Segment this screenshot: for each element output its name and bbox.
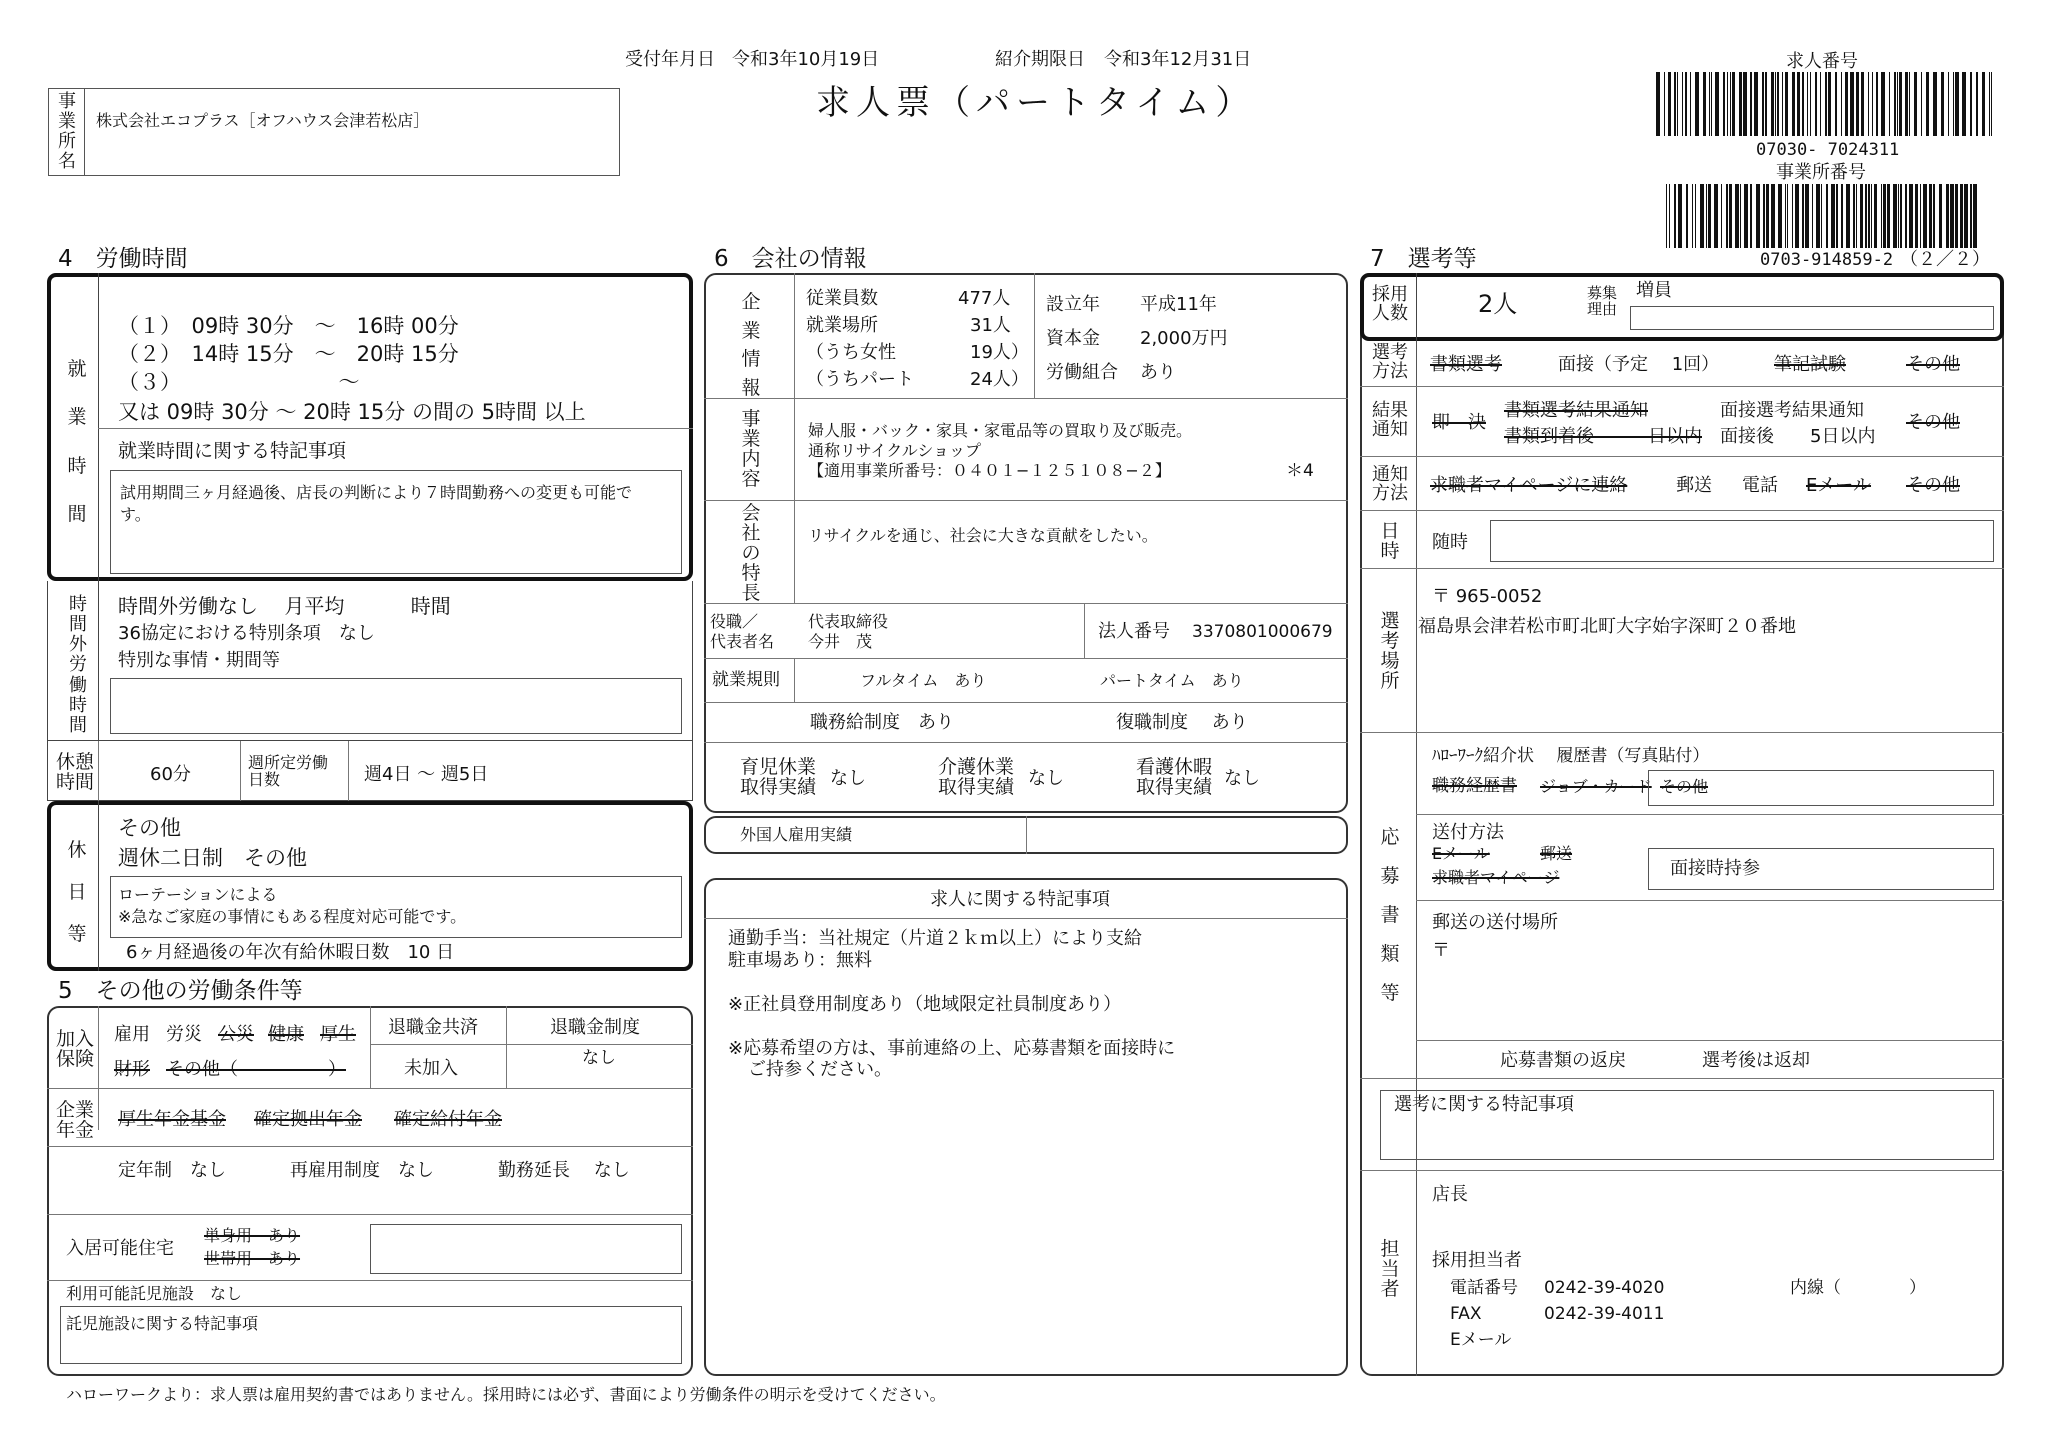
barcode-bar [1881, 184, 1882, 248]
barcode-bar [1853, 184, 1855, 248]
barcode-bar [1915, 184, 1918, 248]
housing-family: 世帯用 あり [204, 1249, 301, 1268]
employees: 477人 [958, 288, 1011, 309]
overtime-line2: 36協定における特別条項 なし [118, 623, 375, 644]
barcode-bar [1782, 72, 1783, 136]
sick-leave: なし [1224, 768, 1260, 789]
office-number-barcode [1666, 184, 1982, 248]
women-count: 19人） [970, 342, 1029, 363]
barcode-bar [1735, 184, 1739, 248]
barcode-bar [1828, 72, 1831, 136]
notice-mail: 郵送 [1676, 475, 1712, 496]
notice-phone: 電話 [1742, 475, 1778, 496]
barcode-bar [1929, 184, 1932, 248]
date-label: 日 時 [1380, 520, 1400, 562]
barcode-bar [1732, 72, 1735, 136]
barcode-bar [1900, 184, 1902, 248]
barcode-bar [1743, 72, 1747, 136]
barcode-bar [1771, 184, 1775, 248]
return-value: 選考後は返却 [1702, 1050, 1810, 1071]
housing-note-box [370, 1224, 682, 1274]
section-5-title: 5 その他の労働条件等 [58, 978, 303, 1004]
barcode-bar [1923, 184, 1927, 248]
method-other: その他 [1906, 354, 1960, 375]
barcode-bar [1905, 72, 1908, 136]
barcode-bar [1750, 72, 1752, 136]
barcode-bar [1850, 72, 1854, 136]
barcode-bar [1666, 184, 1667, 248]
barcode-bar [1729, 184, 1732, 248]
job-number-barcode [1656, 72, 1996, 136]
childcare-leave: なし [830, 768, 866, 789]
women-label: （うち女性 [806, 342, 896, 363]
notice-other-method: その他 [1906, 475, 1960, 496]
selection-date: 随時 [1432, 532, 1468, 553]
period-date: 令和3年12月31日 [1104, 49, 1252, 70]
barcode-bar [1714, 184, 1718, 248]
barcode-bar [1682, 72, 1683, 136]
barcode-bar [1668, 72, 1671, 136]
selection-note-title: 選考に関する特記事項 [1394, 1094, 1574, 1115]
barcode-bar [1887, 184, 1890, 248]
barcode-bar [1933, 72, 1937, 136]
barcode-bar [1973, 184, 1977, 248]
documents-required: ﾊﾛｰﾜｰｸ紹介状 履歴書（写真貼付） [1432, 746, 1710, 766]
barcode-bar [1685, 72, 1687, 136]
holiday-note-1: ローテーションによる [118, 885, 278, 904]
ins-employment: 雇用 [114, 1024, 150, 1045]
childcare-leave-label: 育児休業 取得実績 [739, 756, 816, 798]
work-hours-note: 試用期間三ヶ月経過後、店長の判断により７時間勤務への変更も可能です。 [120, 483, 633, 525]
barcode-bar [1836, 184, 1838, 248]
nursing-leave-label: 介護休業 取得実績 [937, 756, 1014, 798]
overtime-label: 時 間 外 労 働 時 間 [69, 594, 87, 736]
barcode-bar [1807, 72, 1808, 136]
barcode-bar [1744, 184, 1748, 248]
barcode-bar [1982, 72, 1985, 136]
barcode-bar [1861, 72, 1864, 136]
notice-interview-2: 面接後 5日以内 [1720, 426, 1876, 447]
barcode-bar [1756, 184, 1760, 248]
barcode-bar [1893, 184, 1897, 248]
barcode-bar [1706, 184, 1707, 248]
union: あり [1140, 362, 1176, 383]
special-note-2: 駐車場あり：無料 [728, 950, 872, 971]
barcode-bar [1669, 184, 1670, 248]
place-label: 選 考 場 所 [1380, 610, 1400, 692]
special-note-1: 通勤手当：当社規定（片道２ｋｍ以上）により支給 [728, 928, 1142, 949]
weekdays-value: 週4日 〜 週5日 [364, 764, 489, 785]
barcode-bar [1872, 72, 1873, 136]
corp-info-label: 企 業 情 報 [741, 291, 761, 399]
job-pay-system: 職務給制度 あり [810, 712, 954, 733]
barcode-bar [1868, 184, 1870, 248]
holiday-note-2: ※急なご家庭の事情にもある程度対応可能です。 [118, 907, 467, 926]
fax-label: FAX [1450, 1304, 1482, 1324]
office-number: 0703-914859-2 [1760, 250, 1894, 270]
recruit-reason-label: 募集 理由 [1586, 284, 1617, 318]
ins-health: 健康 [268, 1024, 304, 1045]
overtime-note-box [110, 678, 682, 734]
barcode-bar [1739, 72, 1742, 136]
barcode-bar [1953, 72, 1954, 136]
barcode-bar [1785, 72, 1788, 136]
union-label: 労働組合 [1046, 362, 1118, 383]
holiday-type: その他 [118, 816, 181, 840]
barcode-bar [1692, 184, 1693, 248]
company-feature: リサイクルを通じ、社会に大きな貢献をしたい。 [808, 526, 1158, 545]
work-hours-note-title: 就業時間に関する特記事項 [118, 440, 347, 462]
barcode-bar [1914, 72, 1917, 136]
notice-interview-1: 面接選考結果通知 [1720, 400, 1864, 421]
retire-mutual-value: 未加入 [404, 1058, 458, 1079]
office-name-box [48, 88, 620, 176]
barcode-bar [1926, 72, 1929, 136]
pension-label: 企業 年金 [55, 1099, 94, 1141]
barcode-bar [1960, 184, 1963, 248]
contact-manager: 店長 [1432, 1184, 1468, 1205]
barcode-bar [1792, 184, 1793, 248]
barcode-bar [1970, 184, 1972, 248]
hire-count-label: 採用 人数 [1372, 284, 1408, 324]
business-3: 【適用事業所番号：０４０１−１２５１０８−２】 [808, 461, 1171, 480]
part-count: 24人） [970, 369, 1029, 390]
place-address: 福島県会津若松市町北町大字始字深町２０番地 [1418, 616, 1796, 637]
barcode-bar [1883, 184, 1886, 248]
housing-single: 単身用 あり [204, 1226, 301, 1245]
method-document: 書類選考 [1430, 354, 1502, 375]
barcode-bar [1939, 184, 1942, 248]
overtime-line1: 時間外労働なし 月平均 時間 [118, 594, 451, 618]
retire-mutual-label: 退職金共済 [388, 1017, 478, 1038]
paid-leave: 6ヶ月経過後の年次有給休暇日数 10 日 [126, 942, 455, 963]
tel-label: 電話番号 [1450, 1278, 1518, 1298]
barcode-bar [1909, 72, 1910, 136]
send-bring: 面接時持参 [1670, 858, 1760, 879]
barcode-bar [1841, 72, 1842, 136]
contact-label: 担 当 者 [1380, 1238, 1400, 1300]
fax-number: 0242-39-4011 [1544, 1304, 1665, 1324]
barcode-bar [1765, 72, 1767, 136]
method-interview: 面接（予定 1回） [1558, 354, 1720, 375]
shift-3: （３） 〜 [118, 370, 360, 394]
method-label: 選考 方法 [1372, 342, 1408, 382]
barcode-bar [1989, 72, 1990, 136]
retirement-age: 定年制 なし [118, 1160, 226, 1181]
flex-hours: 又は 09時 30分 〜 20時 15分 の間の 5時間 以上 [118, 400, 586, 424]
barcode-bar [1686, 184, 1688, 248]
barcode-bar [1841, 184, 1843, 248]
office-name: 株式会社エコプラス［オフハウス会津若松店］ [96, 111, 430, 130]
employees-label: 従業員数 [806, 288, 878, 309]
barcode-bar [1898, 184, 1899, 248]
period-label: 紹介期限日 [995, 49, 1085, 70]
barcode-bar [1894, 72, 1896, 136]
contact-person-label: 採用担当者 [1432, 1250, 1522, 1271]
barcode-bar [1785, 184, 1786, 248]
email-label: Eメール [1450, 1330, 1512, 1350]
section-7-title: 7 選考等 [1370, 246, 1477, 272]
barcode-bar [1831, 184, 1835, 248]
childcare-note-title: 託児施設に関する特記事項 [66, 1314, 259, 1333]
barcode-bar [1795, 184, 1799, 248]
barcode-bar [1820, 72, 1821, 136]
documents-label: 応 募 書 類 等 [1380, 826, 1400, 1004]
capital-label: 資本金 [1046, 328, 1100, 349]
foreign-employment-label: 外国人雇用実績 [740, 825, 853, 844]
special-notes-title: 求人に関する特記事項 [930, 889, 1110, 910]
overtime-line3: 特別な事情・期間等 [118, 650, 280, 671]
barcode-bar [1874, 184, 1877, 248]
barcode-bar [1920, 184, 1921, 248]
barcode-bar [1754, 72, 1758, 136]
barcode-bar [1905, 184, 1907, 248]
barcode-bar [1775, 72, 1776, 136]
document-title: 求人票（パートタイム） [816, 83, 1256, 123]
barcode-bar [1964, 184, 1968, 248]
barcode-bar [1825, 72, 1827, 136]
barcode-bar [1678, 184, 1682, 248]
barcode-bar [1677, 72, 1678, 136]
business-1: 婦人服・バック・家具・家電品等の買取り及び販売。 [808, 421, 1193, 440]
rules-parttime: パートタイム あり [1100, 671, 1244, 690]
barcode-bar [1674, 72, 1676, 136]
barcode-bar [1771, 72, 1774, 136]
return-label: 応募書類の返戻 [1500, 1050, 1626, 1071]
barcode-bar [1962, 72, 1966, 136]
send-mypage: 求職者マイページ [1432, 868, 1560, 887]
retire-system-value: なし [582, 1048, 616, 1068]
barcode-bar [1835, 72, 1837, 136]
barcode-bar [1695, 184, 1696, 248]
barcode-bar [1708, 184, 1711, 248]
ins-other: その他（ ） [166, 1059, 346, 1080]
feature-label: 会 社 の 特 長 [741, 502, 761, 604]
doc-jobcard: ジョブ・カード [1540, 777, 1652, 796]
barcode-bar [1740, 184, 1741, 248]
shift-2: （２） 14時 15分 〜 20時 15分 [118, 342, 459, 366]
footer-note: ハローワークより：求人票は雇用契約書ではありません。採用時には必ず、書面により労働条件の明示を受けてください。 [66, 1385, 946, 1404]
barcode-bar [1856, 72, 1859, 136]
break-label: 休憩 時間 [55, 751, 94, 793]
barcode-bar [1726, 184, 1728, 248]
barcode-bar [1899, 72, 1902, 136]
barcode-bar [1821, 184, 1822, 248]
ins-savings: 財形 [114, 1059, 150, 1080]
special-note-5: ご持参ください。 [748, 1059, 892, 1080]
barcode-bar [1766, 184, 1769, 248]
business-mark: ＊4 [1286, 461, 1314, 481]
shift-1: （１） 09時 30分 〜 16時 00分 [118, 314, 459, 338]
weekdays-label: 週所定労働 日数 [248, 753, 329, 789]
barcode-bar [1812, 184, 1813, 248]
barcode-bar [1845, 72, 1848, 136]
barcode-bar [1664, 72, 1665, 136]
barcode-bar [1695, 72, 1699, 136]
barcode-bar [1792, 72, 1795, 136]
business-2: 通称リサイクルショップ [808, 441, 982, 460]
barcode-bar [1846, 184, 1850, 248]
send-email: Eメール [1432, 844, 1490, 863]
barcode-bar [1946, 184, 1949, 248]
barcode-bar [1860, 184, 1863, 248]
barcode-bar [1950, 184, 1954, 248]
job-number-label: 求人番号 [1786, 51, 1858, 72]
housing-label: 入居可能住宅 [66, 1238, 174, 1259]
barcode-bar [1881, 72, 1885, 136]
special-note-4: ※応募希望の方は、事前連絡の上、応募書類を面接時に [728, 1038, 1176, 1059]
barcode-bar [1815, 72, 1817, 136]
part-label: （うちパート [806, 369, 914, 390]
result-notice-label: 結果 通知 [1372, 400, 1408, 440]
pension-fund: 厚生年金基金 [118, 1109, 226, 1130]
place-zip: 〒 965-0052 [1432, 586, 1543, 607]
founded: 平成11年 [1140, 294, 1217, 315]
barcode-bar [1810, 72, 1811, 136]
barcode-bar [1976, 72, 1978, 136]
barcode-bar [1970, 72, 1972, 136]
reception-label: 受付年月日 [625, 49, 715, 70]
business-label: 事 業 内 容 [741, 408, 761, 490]
barcode-bar [1876, 72, 1878, 136]
office-label: 事 業 所 名 [58, 91, 76, 173]
barcode-bar [1871, 184, 1872, 248]
pension-db: 確定給付年金 [394, 1109, 502, 1130]
barcode-bar [1955, 184, 1958, 248]
rehire-system: 再雇用制度 なし [290, 1160, 434, 1181]
barcode-bar [1941, 72, 1944, 136]
notice-doc-2: 書類到着後 日以内 [1504, 426, 1702, 447]
doc-career: 職務経歴書 [1432, 776, 1517, 796]
rules-fulltime: フルタイム あり [860, 671, 987, 690]
sick-leave-label: 看護休暇 取得実績 [1135, 756, 1212, 798]
barcode-bar [1750, 184, 1752, 248]
corp-number-label: 法人番号 [1098, 621, 1170, 642]
barcode-bar [1703, 72, 1706, 136]
holiday-label: 休 日 等 [67, 839, 87, 945]
barcode-bar [1700, 184, 1704, 248]
childcare: 利用可能託児施設 なし [66, 1284, 243, 1303]
workplace-count: 31人 [970, 315, 1011, 336]
barcode-bar [1868, 72, 1869, 136]
tel-number: 0242-39-4020 [1544, 1278, 1665, 1298]
founded-label: 設立年 [1046, 294, 1100, 315]
work-extension: 勤務延長 なし [498, 1160, 630, 1181]
send-mail: 郵送 [1540, 844, 1573, 863]
mail-place-label: 郵送の送付場所 [1432, 912, 1558, 933]
barcode-bar [1933, 184, 1935, 248]
barcode-bar [1723, 72, 1725, 136]
barcode-bar [1709, 72, 1710, 136]
ins-public-accident: 公災 [218, 1024, 254, 1045]
barcode-bar [1921, 72, 1922, 136]
rep-name: 今井 茂 [808, 632, 873, 651]
barcode-bar [1711, 72, 1712, 136]
barcode-bar [1721, 184, 1722, 248]
ins-accident: 労災 [166, 1024, 202, 1045]
barcode-bar [1991, 72, 1992, 136]
barcode-bar [1948, 72, 1949, 136]
rep-label-1: 役職／ [710, 612, 759, 631]
section-4-title: 4 労働時間 [58, 246, 188, 272]
work-hours-label: 就 業 時 間 [67, 358, 87, 526]
barcode-bar [1802, 184, 1804, 248]
barcode-bar [1730, 72, 1731, 136]
insurance-label: 加入 保険 [55, 1028, 94, 1070]
barcode-bar [1797, 72, 1800, 136]
barcode-bar [1955, 72, 1959, 136]
capital: 2,000万円 [1140, 328, 1228, 349]
barcode-bar [1856, 184, 1857, 248]
barcode-bar [1826, 184, 1828, 248]
barcode-bar [1865, 184, 1867, 248]
retire-system-label: 退職金制度 [550, 1017, 640, 1038]
barcode-bar [1727, 72, 1728, 136]
recruit-reason: 増員 [1636, 280, 1672, 301]
barcode-bar [1802, 72, 1804, 136]
section-6-title: 6 会社の情報 [714, 246, 867, 272]
rep-title: 代表取締役 [808, 612, 889, 631]
notice-method-label: 通知 方法 [1372, 464, 1408, 504]
pension-dc: 確定拠出年金 [254, 1109, 362, 1130]
method-written: 筆記試験 [1774, 354, 1846, 375]
barcode-bar [1909, 184, 1913, 248]
hire-count: 2人 [1478, 290, 1518, 318]
barcode-bar [1787, 184, 1788, 248]
extension: 内線（ ） [1790, 1278, 1926, 1298]
holiday-detail: 週休二日制 その他 [118, 846, 307, 870]
barcode-bar [1762, 72, 1764, 136]
corp-number: 3370801000679 [1192, 622, 1333, 642]
barcode-bar [1690, 72, 1691, 136]
notice-immediate: 即 決 [1432, 412, 1486, 433]
mail-zip: 〒 [1432, 940, 1450, 961]
notice-doc-1: 書類選考結果通知 [1504, 400, 1648, 421]
job-number: 07030- 7024311 [1756, 140, 1900, 160]
doc-other: その他 [1660, 777, 1709, 796]
notice-email: Eメール [1806, 475, 1872, 496]
barcode-bar [1656, 72, 1660, 136]
workplace-label: 就業場所 [806, 315, 878, 336]
barcode-bar [1778, 184, 1782, 248]
barcode-bar [1674, 184, 1676, 248]
notice-other: その他 [1906, 412, 1960, 433]
ins-pension: 厚生 [320, 1024, 356, 1045]
barcode-bar [1889, 72, 1890, 136]
barcode-bar [1816, 184, 1820, 248]
reinstatement-system: 復職制度 あり [1116, 712, 1248, 733]
break-value: 60分 [150, 764, 191, 785]
special-note-3: ※正社員登用制度あり（地域限定社員制度あり） [728, 994, 1122, 1015]
barcode-bar [1805, 184, 1809, 248]
send-method-label: 送付方法 [1432, 822, 1504, 843]
barcode-bar [1715, 72, 1719, 136]
office-number-label: 事業所番号 [1776, 162, 1866, 183]
nursing-leave: なし [1028, 768, 1064, 789]
notice-mypage: 求職者マイページに連絡 [1430, 475, 1628, 496]
barcode-bar [1897, 72, 1898, 136]
reception-date: 令和3年10月19日 [732, 49, 880, 70]
barcode-bar [1763, 184, 1765, 248]
page-number: （２／２） [1900, 249, 1990, 270]
barcode-bar [1777, 72, 1779, 136]
rep-label-2: 代表者名 [710, 632, 775, 651]
rules-label: 就業規則 [712, 670, 780, 690]
